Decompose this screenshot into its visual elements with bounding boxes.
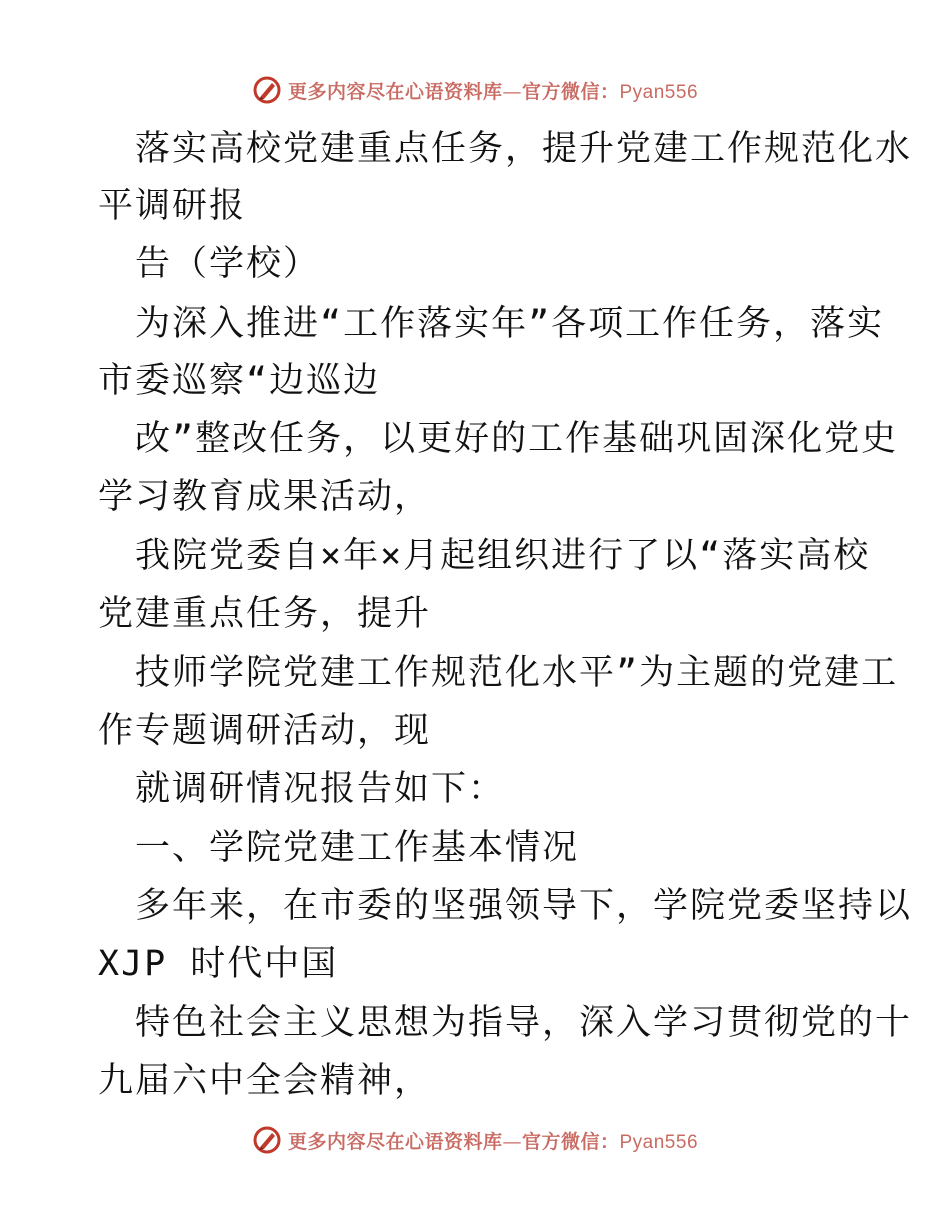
paragraph-line: 九届六中全会精神，: [98, 1061, 432, 1101]
paragraph-line: 我院党委自×年×月起组织进行了以“落实高校: [135, 536, 871, 576]
paragraph-line: 改”整改任务，以更好的工作基础巩固深化党史: [135, 419, 899, 459]
title-line-2: 平调研报: [98, 186, 247, 226]
footer-watermark-banner: [0, 1120, 950, 1160]
paragraph-line: 多年来，在市委的坚强领导下，学院党委坚持以: [135, 886, 913, 926]
paragraph-line: 特色社会主义思想为指导，深入学习贯彻党的十: [135, 1003, 913, 1043]
paragraph-line: 党建重点任务，提升: [98, 594, 432, 634]
section-heading: 一、学院党建工作基本情况: [135, 828, 580, 868]
title-line-3: 告（学校）: [135, 244, 321, 284]
pen-logo-icon: [252, 1125, 282, 1155]
title-line-1: 落实高校党建重点任务，提升党建工作规范化水: [135, 129, 913, 169]
paragraph-line: 为深入推进“工作落实年”各项工作任务，落实: [135, 304, 885, 344]
paragraph-line: 技师学院党建工作规范化水平”为主题的党建工: [135, 653, 899, 693]
paragraph-line: 作专题调研活动，现: [98, 711, 432, 751]
paragraph-line: XJP 时代中国: [98, 944, 339, 984]
paragraph-line: 市委巡察“边巡边: [98, 361, 381, 401]
paragraph-line: 学习教育成果活动，: [98, 477, 432, 517]
paragraph-line: 就调研情况报告如下：: [135, 769, 506, 809]
banner-text: 更多内容尽在心语资料库—官方微信：Pyan556: [287, 1130, 699, 1153]
banner-text: 更多内容尽在心语资料库—官方微信：Pyan556: [287, 80, 699, 103]
